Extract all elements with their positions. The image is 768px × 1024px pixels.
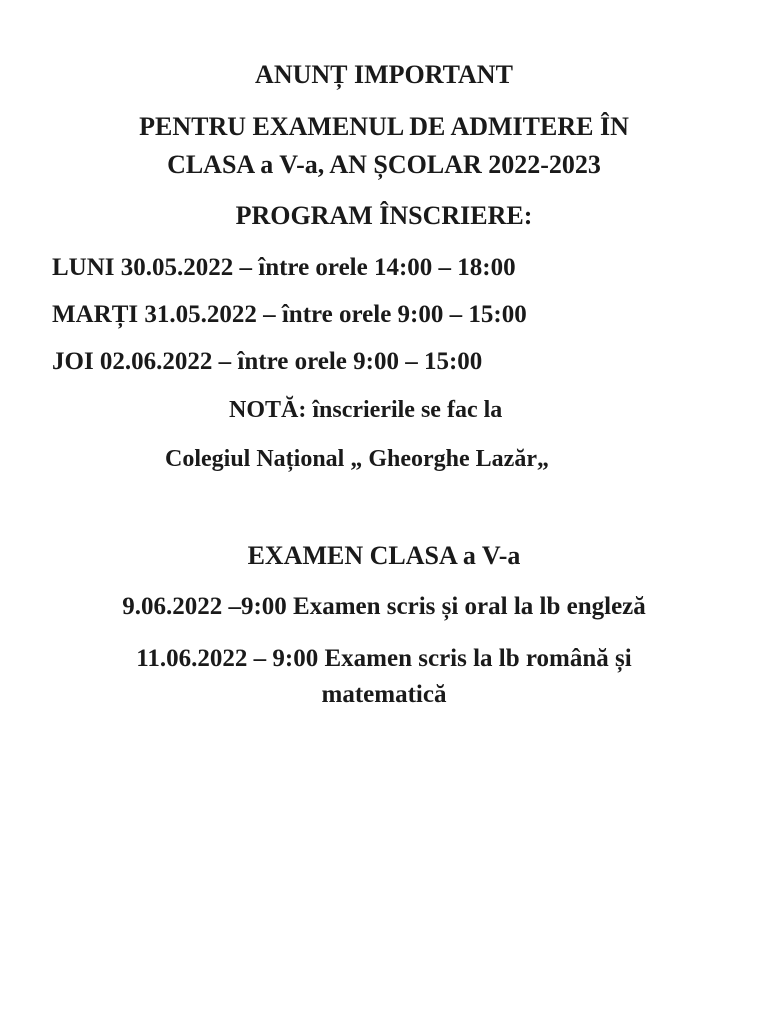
registration-location: Colegiul Național „ Gheorghe Lazăr„ bbox=[165, 446, 549, 472]
announcement-subtitle-line-1: PENTRU EXAMENUL DE ADMITERE ÎN bbox=[139, 112, 629, 141]
exam-heading: EXAMEN CLASA a V-a bbox=[247, 541, 521, 570]
registration-heading: PROGRAM ÎNSCRIERE: bbox=[235, 201, 533, 230]
exam-schedule-item: 9.06.2022 –9:00 Examen scris și oral la lb engleză bbox=[122, 593, 646, 620]
exam-schedule-item-continued: matematică bbox=[321, 681, 447, 708]
registration-schedule-item: LUNI 30.05.2022 – între orele 14:00 – 18:00 bbox=[52, 254, 516, 281]
announcement-title: ANUNȚ IMPORTANT bbox=[255, 60, 513, 89]
announcement-subtitle-line-2: CLASA a V-a, AN ȘCOLAR 2022-2023 bbox=[167, 150, 601, 179]
registration-schedule-item: JOI 02.06.2022 – între orele 9:00 – 15:00 bbox=[52, 348, 483, 375]
registration-schedule-item: MARȚI 31.05.2022 – între orele 9:00 – 15:00 bbox=[52, 301, 527, 328]
exam-schedule-item: 11.06.2022 – 9:00 Examen scris la lb română și bbox=[136, 645, 632, 672]
registration-note: NOTĂ: înscrierile se fac la bbox=[229, 397, 503, 423]
